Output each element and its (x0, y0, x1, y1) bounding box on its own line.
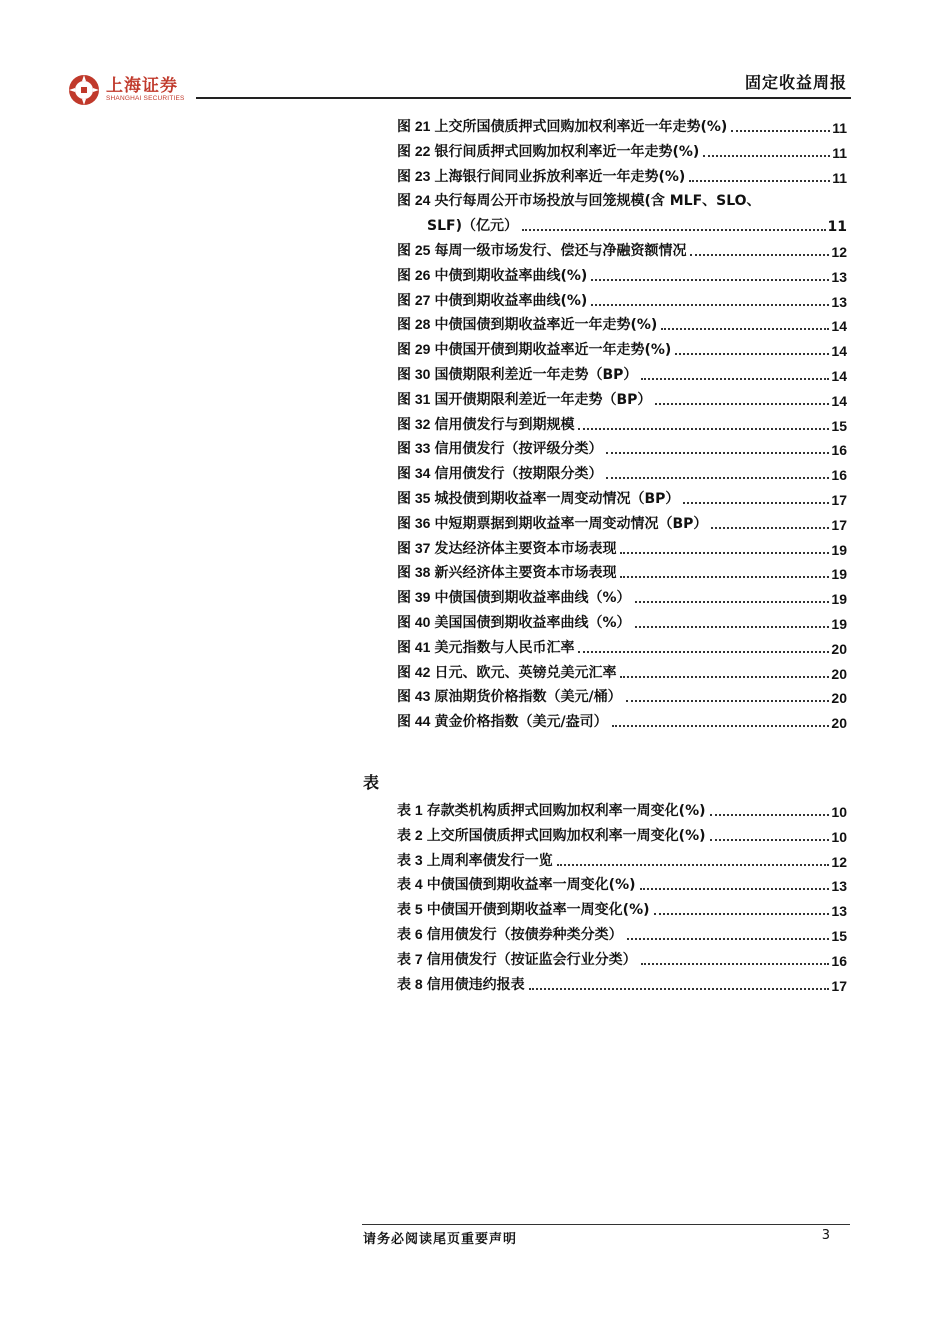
toc-entry-title: 城投债到期收益率一周变动情况（BP） (434, 491, 680, 507)
toc-entry-number: 图 25 (397, 242, 431, 258)
toc-entry[interactable] (397, 116, 847, 136)
toc-entry[interactable] (397, 240, 847, 260)
toc-entry-page: 11 (832, 169, 847, 186)
toc-entry-page: 17 (831, 492, 847, 508)
toc-entry-page: 17 (831, 516, 847, 533)
page-number: 3 (821, 1228, 830, 1243)
toc-entry-number: 图 29 (397, 341, 431, 358)
toc-entry-title: 信用债发行（按债券种类分类） (426, 927, 623, 943)
toc-leader-dots (675, 353, 829, 355)
toc-leader-dots (522, 229, 826, 231)
toc-leader-dots (627, 938, 830, 940)
toc-entry-title: 每周一级市场发行、偿还与净融资额情况 (434, 243, 687, 259)
toc-entry-title: 央行每周公开市场投放与回笼规模(含 MLF、SLO、 (434, 193, 761, 210)
toc-leader-dots (690, 254, 829, 256)
toc-entry[interactable] (397, 290, 847, 310)
toc-entry-title: 中债国债到期收益率曲线（%） (434, 590, 631, 607)
toc-entry[interactable] (397, 562, 847, 582)
toc-entry-title: 美国国债到期收益率曲线（%） (434, 615, 631, 631)
toc-entry-title: 上周利率债发行一览 (426, 852, 553, 869)
toc-entry-number: 图 24 (397, 192, 431, 209)
toc-leader-dots (710, 814, 830, 816)
toc-entry-title: 日元、欧元、英镑兑美元汇率 (434, 664, 617, 681)
toc-entry[interactable] (397, 339, 847, 359)
toc-leader-dots (640, 888, 830, 890)
toc-entry-page: 11 (827, 219, 847, 236)
toc-leader-dots (703, 155, 830, 157)
toc-entry-page: 20 (831, 715, 847, 732)
toc-entry-number: 图 33 (397, 440, 431, 457)
toc-entry-number: 图 42 (397, 663, 431, 680)
logo-english-name: SHANGHAI SECURITIES (106, 95, 185, 102)
toc-entry-number: 表 1 (397, 802, 423, 818)
toc-entry[interactable] (397, 364, 847, 384)
tables-heading: 表 (363, 773, 380, 792)
toc-entry-number: 图 32 (397, 415, 431, 432)
toc-entry-number: 表 8 (397, 975, 423, 992)
toc-entry-title: 中债国债到期收益率近一年走势(%) (434, 317, 658, 334)
toc-leader-dots (578, 651, 829, 653)
toc-entry-page: 11 (832, 120, 847, 136)
toc-leader-dots (557, 864, 830, 866)
toc-entry-page: 20 (831, 690, 847, 707)
toc-entry[interactable] (397, 899, 847, 919)
toc-entry[interactable] (397, 587, 847, 607)
toc-entry-number: 图 41 (397, 638, 431, 655)
toc-entry-page: 11 (832, 144, 847, 161)
toc-leader-dots (710, 839, 830, 841)
toc-entry[interactable] (397, 314, 847, 334)
toc-entry-title: 原油期货价格指数（美元/桶） (434, 689, 622, 706)
toc-entry[interactable] (397, 488, 847, 508)
toc-entry-title: 黄金价格指数（美元/盎司） (434, 714, 608, 731)
toc-entry-page: 19 (831, 591, 847, 608)
toc-entry-page: 14 (831, 368, 847, 384)
toc-entry-number: 图 26 (397, 266, 431, 283)
toc-leader-dots (641, 963, 830, 965)
toc-entry-page: 13 (831, 293, 847, 310)
toc-entry-number: 表 5 (397, 901, 423, 918)
toc-entry[interactable] (397, 974, 847, 994)
toc-entry-page: 20 (831, 640, 847, 657)
toc-entry[interactable] (397, 711, 847, 731)
toc-entry[interactable] (397, 662, 847, 682)
company-logo (68, 74, 185, 106)
toc-entry-title: 中债到期收益率曲线(%) (434, 292, 588, 309)
toc-entry-number: 图 37 (397, 539, 431, 556)
toc-entry-title: 信用债违约报表 (426, 976, 525, 993)
toc-leader-dots (620, 576, 829, 578)
toc-entry-page: 15 (831, 417, 847, 434)
toc-entry-page: 12 (831, 244, 847, 260)
toc-leader-dots (626, 700, 830, 702)
toc-entry-page: 13 (831, 878, 847, 895)
toc-entry[interactable] (397, 141, 847, 161)
toc-entry[interactable] (397, 612, 847, 632)
toc-entry-number: 表 3 (397, 851, 423, 868)
toc-leader-dots (620, 676, 829, 678)
toc-entry-title: 新兴经济体主要资本市场表现 (434, 565, 617, 582)
toc-entry-number: 图 43 (397, 688, 431, 705)
toc-entry[interactable] (397, 874, 847, 894)
toc-entry-number: 表 6 (397, 926, 423, 942)
toc-entry-number: 图 23 (397, 167, 431, 184)
toc-entry[interactable] (397, 850, 847, 870)
toc-entry-page: 15 (831, 928, 847, 944)
toc-leader-dots (635, 626, 830, 628)
toc-entry[interactable] (397, 513, 847, 533)
toc-entry-page: 14 (831, 318, 847, 335)
toc-entry[interactable] (397, 825, 847, 845)
toc-leader-dots (641, 378, 829, 380)
toc-entry-page: 13 (831, 903, 847, 920)
toc-entry[interactable] (397, 166, 847, 186)
toc-entry-title: 中债到期收益率曲线(%) (434, 267, 588, 284)
toc-entry-number: 表 7 (397, 950, 423, 967)
toc-entry-title: 发达经济体主要资本市场表现 (434, 540, 617, 557)
toc-entry-title: 国开债期限利差近一年走势（BP） (434, 391, 652, 408)
toc-leader-dots (529, 988, 830, 990)
toc-entry-title: 上交所国债质押式回购加权利率一周变化(%) (426, 827, 706, 844)
toc-entry-page: 20 (831, 665, 847, 682)
toc-entry-title: 中短期票据到期收益率一周变动情况（BP） (434, 515, 708, 532)
logo-chinese-name: 上海证券 (106, 76, 178, 96)
report-name: 固定收益周报 (744, 73, 847, 92)
footer-disclaimer: 请务必阅读尾页重要声明 (363, 1232, 518, 1247)
toc-leader-dots (606, 477, 829, 479)
toc-entry-number: 图 31 (397, 390, 431, 407)
toc-entry[interactable] (397, 538, 847, 558)
toc-leader-dots (661, 328, 829, 330)
toc-entry-title: 国债期限利差近一年走势（BP） (434, 367, 638, 383)
toc-entry-page: 16 (831, 442, 847, 459)
toc-entry-continuation[interactable] (427, 215, 847, 235)
footer-divider (362, 1224, 850, 1225)
toc-entry[interactable] (397, 265, 847, 285)
toc-leader-dots (654, 913, 830, 915)
header-divider (196, 97, 851, 99)
toc-entry-title: 上交所国债质押式回购加权利率近一年走势(%) (434, 119, 728, 135)
toc-entry[interactable] (397, 389, 847, 409)
toc-leader-dots (711, 527, 829, 529)
toc-entry-page: 16 (831, 467, 847, 484)
toc-entry[interactable] (397, 949, 847, 969)
toc-entry-page: 19 (831, 616, 847, 632)
toc-leader-dots (578, 428, 829, 430)
toc-entry-page: 19 (831, 541, 847, 558)
toc-leader-dots (683, 502, 829, 504)
toc-entry-page: 10 (831, 828, 847, 845)
toc-leader-dots (620, 552, 829, 554)
toc-entry-title: 美元指数与人民币汇率 (434, 639, 575, 656)
toc-entry-number: 图 36 (397, 514, 431, 531)
toc-entry-page: 10 (831, 804, 847, 820)
toc-entry-number: 图 44 (397, 713, 431, 730)
toc-entry-page: 14 (831, 343, 847, 360)
toc-entry-number: 图 35 (397, 490, 431, 506)
toc-entry-title: 银行间质押式回购加权利率近一年走势(%) (434, 143, 700, 160)
toc-entry-title: 上海银行间同业拆放利率近一年走势(%) (434, 168, 686, 185)
toc-entry-page: 16 (831, 952, 847, 969)
toc-entry[interactable] (397, 924, 847, 944)
toc-entry-page: 12 (831, 853, 847, 870)
toc-entry[interactable] (397, 190, 847, 210)
toc-entry-number: 表 2 (397, 826, 423, 843)
toc-entry-number: 图 28 (397, 316, 431, 333)
toc-entry-title: 中债国开债到期收益率一周变化(%) (426, 902, 650, 919)
toc-leader-dots (655, 403, 829, 405)
toc-entry-page: 14 (831, 392, 847, 409)
toc-leader-dots (689, 180, 830, 182)
toc-entry-title: 信用债发行（按期限分类） (434, 466, 603, 483)
toc-entry-number: 图 39 (397, 589, 431, 606)
toc-entry-page: 13 (831, 268, 847, 285)
toc-entry-title: 中债国开债到期收益率近一年走势(%) (434, 342, 672, 359)
toc-entry[interactable] (397, 463, 847, 483)
toc-entry-number: 图 30 (397, 366, 431, 382)
toc-entry-title-continued: SLF)（亿元） (427, 218, 518, 235)
toc-entry-number: 图 22 (397, 142, 431, 159)
toc-leader-dots (612, 725, 830, 727)
toc-leader-dots (731, 130, 830, 132)
toc-entry-title: 存款类机构质押式回购加权利率一周变化(%) (426, 803, 706, 819)
toc-entry-title: 信用债发行（按证监会行业分类） (426, 951, 637, 968)
toc-entry[interactable] (397, 414, 847, 434)
toc-entry-number: 图 40 (397, 614, 431, 630)
toc-entry-number: 图 27 (397, 291, 431, 308)
toc-entry[interactable] (397, 637, 847, 657)
toc-entry-title: 中债国债到期收益率一周变化(%) (426, 877, 636, 894)
toc-entry-title: 信用债发行（按评级分类） (434, 441, 603, 458)
toc-entry-number: 表 4 (397, 876, 423, 893)
toc-leader-dots (635, 601, 830, 603)
toc-entry-number: 图 34 (397, 465, 431, 482)
toc-entry-title: 信用债发行与到期规模 (434, 416, 575, 433)
toc-entry-number: 图 38 (397, 564, 431, 581)
toc-leader-dots (591, 279, 829, 281)
toc-leader-dots (606, 452, 829, 454)
toc-entry-number: 图 21 (397, 118, 431, 134)
toc-leader-dots (591, 304, 829, 306)
toc-entry-page: 19 (831, 566, 847, 583)
toc-entry[interactable] (397, 800, 847, 820)
toc-entry[interactable] (397, 686, 847, 706)
shanghai-securities-logo-icon (68, 74, 100, 106)
toc-entry-page: 17 (831, 977, 847, 994)
toc-entry[interactable] (397, 438, 847, 458)
